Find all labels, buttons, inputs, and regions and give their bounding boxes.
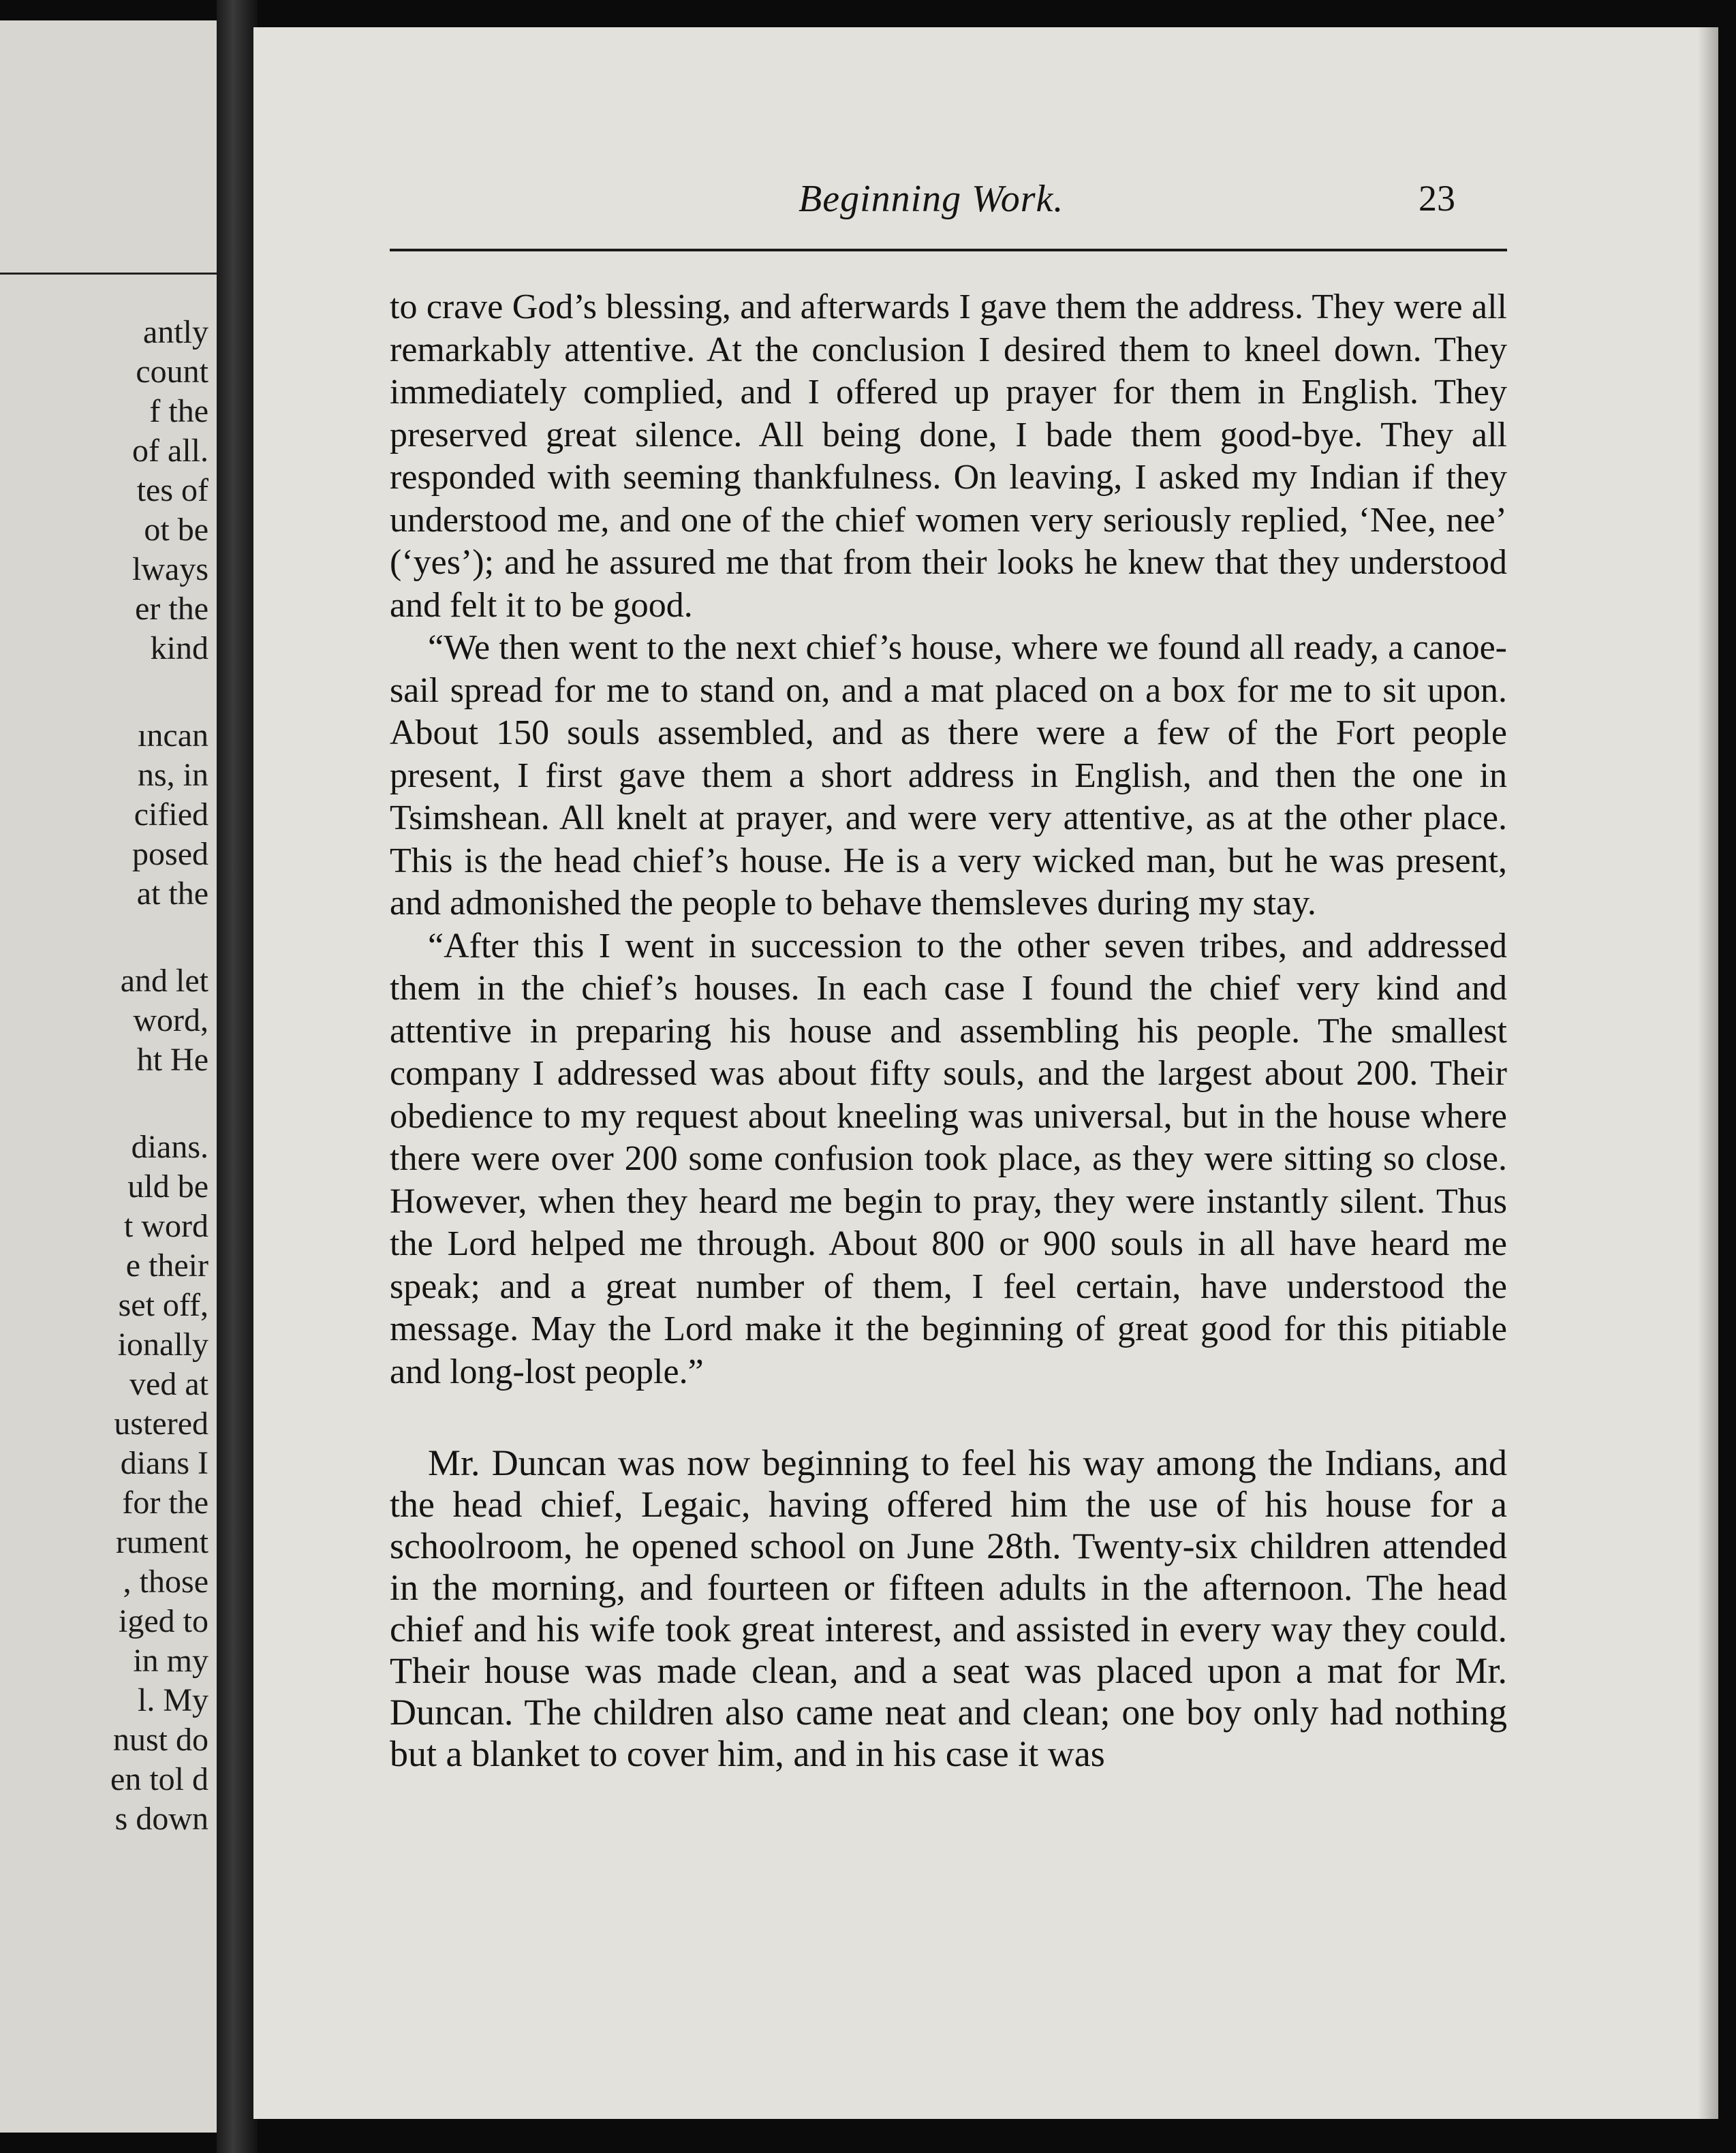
facing-page-line: iged to: [119, 1603, 208, 1639]
facing-page-line: er the: [135, 591, 208, 627]
facing-page-line: word,: [133, 1002, 208, 1038]
facing-page-line: ht He: [136, 1042, 208, 1078]
facing-page-line: set off,: [118, 1287, 208, 1323]
facing-page-line: and let: [120, 963, 208, 999]
facing-page-line: ved at: [129, 1366, 208, 1402]
facing-page-line: ot be: [144, 512, 208, 548]
facing-page-line: l. My: [137, 1682, 208, 1718]
facing-page-line: antly: [143, 314, 208, 350]
facing-page-line: e their: [125, 1248, 208, 1284]
facing-page-line: uld be: [127, 1168, 208, 1205]
facing-page-line: of all.: [132, 433, 208, 469]
facing-page-line: ns, in: [137, 757, 208, 793]
facing-page-line: dians I: [120, 1445, 208, 1481]
running-title: Beginning Work.: [799, 178, 1064, 220]
facing-page-line: ionally: [117, 1327, 208, 1363]
body-text: [390, 286, 1507, 1775]
facing-page: [0, 20, 219, 2133]
facing-page-line: rument: [116, 1524, 208, 1560]
page: [253, 27, 1718, 2119]
running-head: [253, 177, 1718, 232]
paragraph-4: Mr. Duncan was now beginning to feel his way among the Indians, and the head chief, Legaic, having offered him the use of his house for a schoolroom, he opened school on June 28th. Twenty-six children attended in the morning, and fourteen or fifteen adults in the afternoon. The head chief and his wife took great interest, and assisted in every way they could. Their house was made clean, and a seat was placed upon a mat for Mr. Duncan. The children also came neat and clean; one boy only had nothing but a blanket to cover him, and in his case it was: [390, 1442, 1507, 1774]
facing-page-line: s down: [114, 1801, 208, 1837]
facing-page-line: in my: [133, 1643, 208, 1679]
facing-page-line: for the: [122, 1485, 208, 1521]
page-number: 23: [1419, 178, 1455, 219]
facing-page-line: posed: [132, 836, 208, 872]
facing-page-line: kind: [150, 630, 208, 666]
facing-page-line: , those: [123, 1564, 208, 1600]
facing-page-line: ıncan: [138, 717, 208, 754]
book-gutter: [217, 0, 258, 2153]
facing-page-line: tes of: [136, 472, 208, 508]
facing-page-line: at the: [136, 876, 208, 912]
paragraph-3: “After this I went in succession to the other seven tribes, and addressed them in the chief’s houses. In each case I found the chief very kind and attentive in preparing his house and assembling his people. The smallest company I addressed was about fifty souls, and the largest about 200. Their obedience to my request about kneeling was universal, but in the house where there were over 200 some confusion took place, as they were sitting so close. However, when they heard me begin to pray, they were instantly silent. Thus the Lord helped me through. About 800 or 900 souls in all have heard me speak; and a great number of them, I feel certain, have understood the message. May the Lord make it the beginning of great good for this pitiable and long-lost people.”: [390, 926, 1507, 1391]
facing-page-line: count: [136, 354, 208, 390]
section-gap: [390, 1393, 1507, 1442]
paragraph-2: “We then went to the next chief’s house, where we found all ready, a canoe-sail spread for me to stand on, and a mat placed on a box for me to sit upon. About 150 souls assembled, and as there were a few of the Fort people present, I first gave them a short address in English, and then the one in Tsimshean. All knelt at prayer, and were very attentive, as at the other place. This is the head chief’s house. He is a very wicked man, but he was present, and admonished the people to behave themsleves during my stay.: [390, 628, 1507, 923]
header-rule: [390, 249, 1507, 251]
facing-page-line: f the: [149, 393, 208, 429]
facing-page-line: lways: [132, 551, 208, 587]
facing-page-line: dians.: [131, 1129, 208, 1165]
facing-page-line: t word: [124, 1208, 208, 1244]
facing-page-line: cified: [134, 796, 208, 833]
facing-page-line: en tol d: [110, 1761, 208, 1797]
facing-page-line: nust do: [112, 1722, 208, 1758]
facing-page-rule: [0, 273, 217, 275]
page-edge-shadow: [1698, 27, 1718, 2119]
paragraph-1: to crave God’s blessing, and afterwards I gave them the address. They were all remarkably attentive. At the conclusion I desired them to kneel down. They immediately complied, and I offered up prayer for them in English. They preserved great silence. All being done, I bade them good-bye. They all responded with seeming thankfulness. On leaving, I asked my Indian if they understood me, and one of the chief women very seriously replied, ‘Nee, nee’ (‘yes’); and he assured me that from their looks he knew that they understood and felt it to be good.: [390, 288, 1507, 625]
facing-page-line: ustered: [114, 1406, 208, 1442]
